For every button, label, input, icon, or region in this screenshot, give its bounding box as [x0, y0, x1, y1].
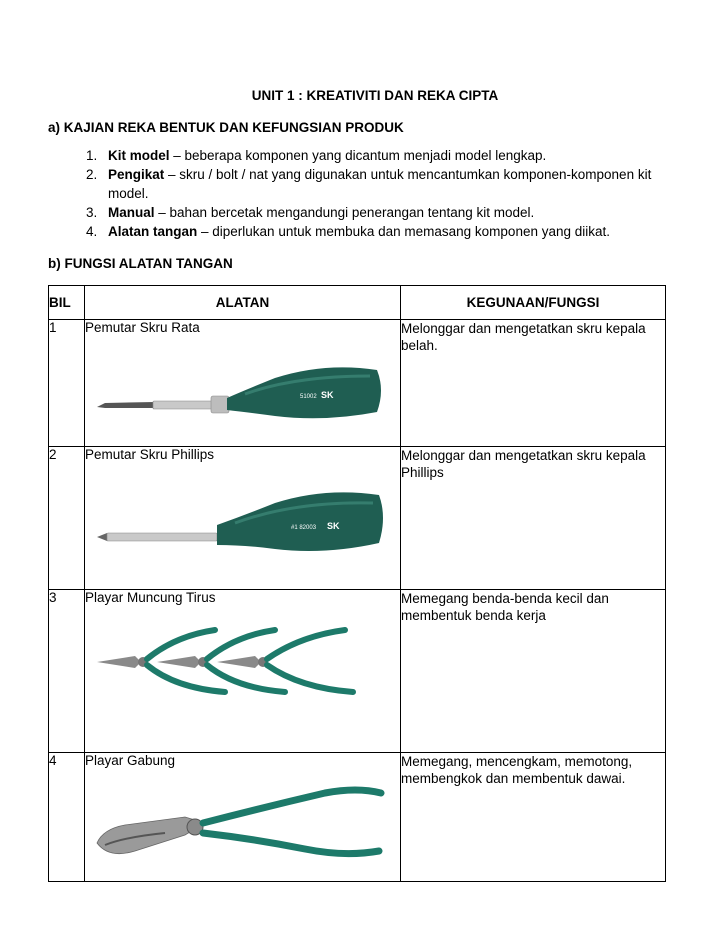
- phillips-screwdriver-image: [95, 473, 385, 563]
- header-bil: BIL: [49, 286, 85, 320]
- page-title: UNIT 1 : KREATIVITI DAN REKA CIPTA: [251, 88, 499, 103]
- tool-name: Pemutar Skru Phillips: [85, 447, 215, 462]
- table-row: [49, 447, 666, 590]
- table-row: [49, 590, 666, 753]
- tool-cell: [85, 320, 401, 447]
- row-number: 3: [49, 590, 85, 753]
- term: Pengikat: [108, 167, 165, 182]
- table-row: [49, 320, 666, 447]
- tool-function: Melonggar dan mengetatkan skru kepala Phillips: [401, 447, 666, 590]
- list-item: 1. Kit model – beberapa komponen yang dicantum menjadi model lengkap.: [86, 148, 547, 163]
- component-list: [86, 146, 668, 241]
- tool-name: Playar Gabung: [85, 753, 176, 768]
- section-b-heading: b) FUNGSI ALATAN TANGAN: [48, 256, 233, 271]
- term: Kit model: [108, 148, 170, 163]
- tool-cell: [85, 447, 401, 590]
- tool-name: Pemutar Skru Rata: [85, 320, 200, 335]
- tool-label-number: #1 82003: [291, 525, 317, 531]
- tool-label-brand: SK: [321, 390, 334, 400]
- table-header-row: [49, 286, 666, 320]
- header-alatan: ALATAN: [85, 286, 401, 320]
- flat-screwdriver-image: [95, 350, 385, 430]
- header-kegunaan: KEGUNAAN/FUNGSI: [401, 286, 666, 320]
- combination-pliers-image: [95, 779, 385, 879]
- section-a-heading: a) KAJIAN REKA BENTUK DAN KEFUNGSIAN PRODUK: [48, 120, 404, 135]
- tool-function: Memegang, mencengkam, memotong, membengkok dan membentuk dawai.: [401, 753, 666, 882]
- row-number: 4: [49, 753, 85, 882]
- tools-table: [48, 285, 666, 882]
- tool-cell: [85, 590, 401, 753]
- tool-name: Playar Muncung Tirus: [85, 590, 216, 605]
- needle-nose-pliers-image: [95, 622, 385, 702]
- tool-function: Melonggar dan mengetatkan skru kepala belah.: [401, 320, 666, 447]
- tool-label-brand: SK: [327, 521, 340, 531]
- tool-cell: [85, 753, 401, 882]
- list-item: 4. Alatan tangan – diperlukan untuk membuka dan memasang komponen yang diikat.: [86, 224, 611, 239]
- table-row: [49, 753, 666, 882]
- tool-function: Memegang benda-benda kecil dan membentuk benda kerja: [401, 590, 666, 753]
- term: Alatan tangan: [108, 224, 198, 239]
- list-item: 2. Pengikat – skru / bolt / nat yang digunakan untuk mencantumkan komponen-komponen kit model.: [86, 167, 652, 201]
- tool-label-number: 51002: [300, 394, 317, 400]
- row-number: 2: [49, 447, 85, 590]
- term: Manual: [108, 205, 155, 220]
- list-item: 3. Manual – bahan bercetak mengandungi penerangan tentang kit model.: [86, 205, 535, 220]
- row-number: 1: [49, 320, 85, 447]
